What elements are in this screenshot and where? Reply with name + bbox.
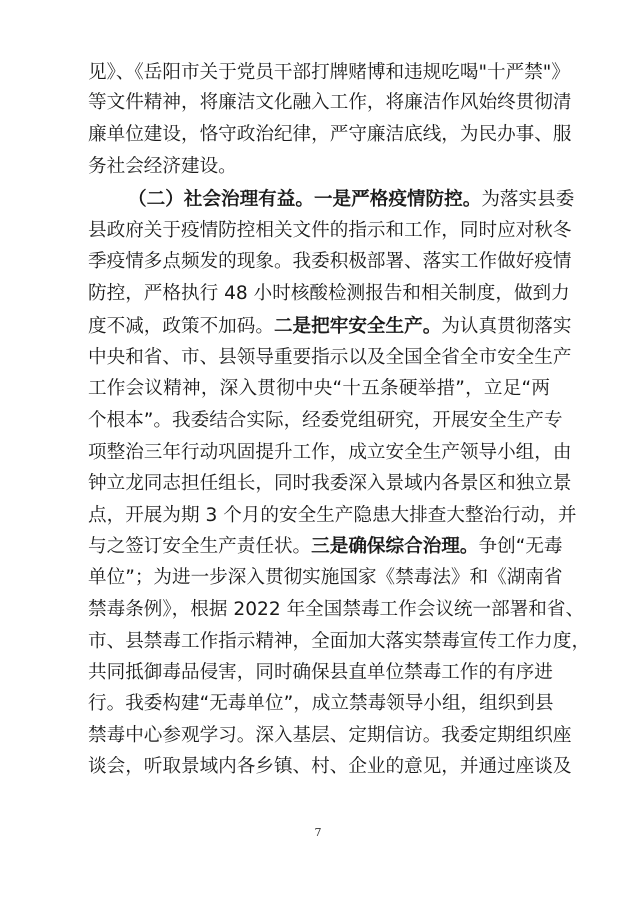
page-number: 7 [314,826,322,839]
text-segment: 禁毒中心参观学习。深入基层、定期信访。我委定期组织座 [88,725,572,746]
text-segment: 谈会，听取景域内各乡镇、村、企业的意见，并通过座谈及 [88,756,572,777]
text-line [88,120,572,150]
text-segment: 季疫情多点频发的现象。我委积极部署、落实工作做好疫情 [88,251,572,272]
text-segment: 工作会议精神，深入贯彻中央“十五条硬举措”，立足“两 [88,378,550,399]
text-segment: 廉单位建设，恪守政治纪律，严守廉洁底线，为民办事、服 [88,124,572,145]
text-line [88,438,572,468]
text-line [88,563,563,593]
text-segment: 与之签订安全生产责任状。 [88,536,312,557]
text-segment: 单位”；为进一步深入贯彻实施国家《禁毒法》和《湖南省 [88,567,563,588]
text-segment: 中央和省、市、县领导重要指示以及全国全省全市安全生产 [88,347,572,368]
text-segment: 见》、《岳阳市关于党员干部打牌赌博和违规吃喝"十严禁"》 [88,62,570,83]
text-segment: 防控，严格执行 48 小时核酸检测报告和相关制度，做到力 [88,283,570,304]
text-line [88,501,577,531]
text-segment: 等文件精神，将廉洁文化融入工作，将廉洁作风始终贯彻清 [88,92,572,113]
text-line [88,469,572,499]
text-segment: 争创“无毒 [478,536,563,557]
text-segment: 为认真贯彻落实 [441,316,572,337]
text-line [88,721,572,751]
text-line [128,185,575,215]
text-line [88,595,585,625]
bold-text-segment: 二是把牢安全生产。 [273,316,442,337]
bold-text-segment: 三是确保综合治理。 [311,536,479,557]
text-line [88,689,554,719]
text-line [88,216,572,246]
text-line [88,58,570,88]
text-line [88,406,563,436]
text-segment: 务社会经济建设。 [88,156,237,177]
text-segment: 点，开展为期 3 个月的安全生产隐患大排查大整治行动，并 [88,505,577,526]
text-segment: 度不减，政策不加码。 [88,316,274,337]
text-line [88,247,572,277]
text-line [88,88,572,118]
text-line [88,279,570,309]
text-line [88,752,572,782]
text-segment: 县政府关于疫情防控相关文件的指示和工作，同时应对秋冬 [88,220,572,241]
bold-text-segment: （二）社会治理有益。 [128,189,314,210]
text-segment: 钟立龙同志担任组长，同时我委深入景域内各景区和独立景 [88,473,572,494]
text-line [88,374,550,404]
text-segment: 禁毒条例》，根据 2022 年全国禁毒工作会议统一部署和省、 [88,599,585,620]
bold-text-segment: 一是严格疫情防控。 [313,189,482,210]
text-segment: 个根本”。我委结合实际，经委党组研究，开展安全生产专 [88,410,563,431]
text-line [88,532,563,562]
text-line [88,343,572,373]
text-segment: 共同抵御毒品侵害，同时确保县直单位禁毒工作的有序进 [88,662,553,683]
text-line [88,658,553,688]
text-line [88,152,550,182]
text-line [88,312,572,342]
text-line [88,627,591,657]
text-segment: 行。我委构建“无毒单位”，成立禁毒领导小组，组织到县 [88,693,554,714]
text-segment: 为落实县委 [481,189,575,210]
text-segment: 市、县禁毒工作指示精神，全面加大落实禁毒宣传工作力度， [88,631,591,652]
text-segment: 项整治三年行动巩固提升工作，成立安全生产领导小组，由 [88,442,572,463]
